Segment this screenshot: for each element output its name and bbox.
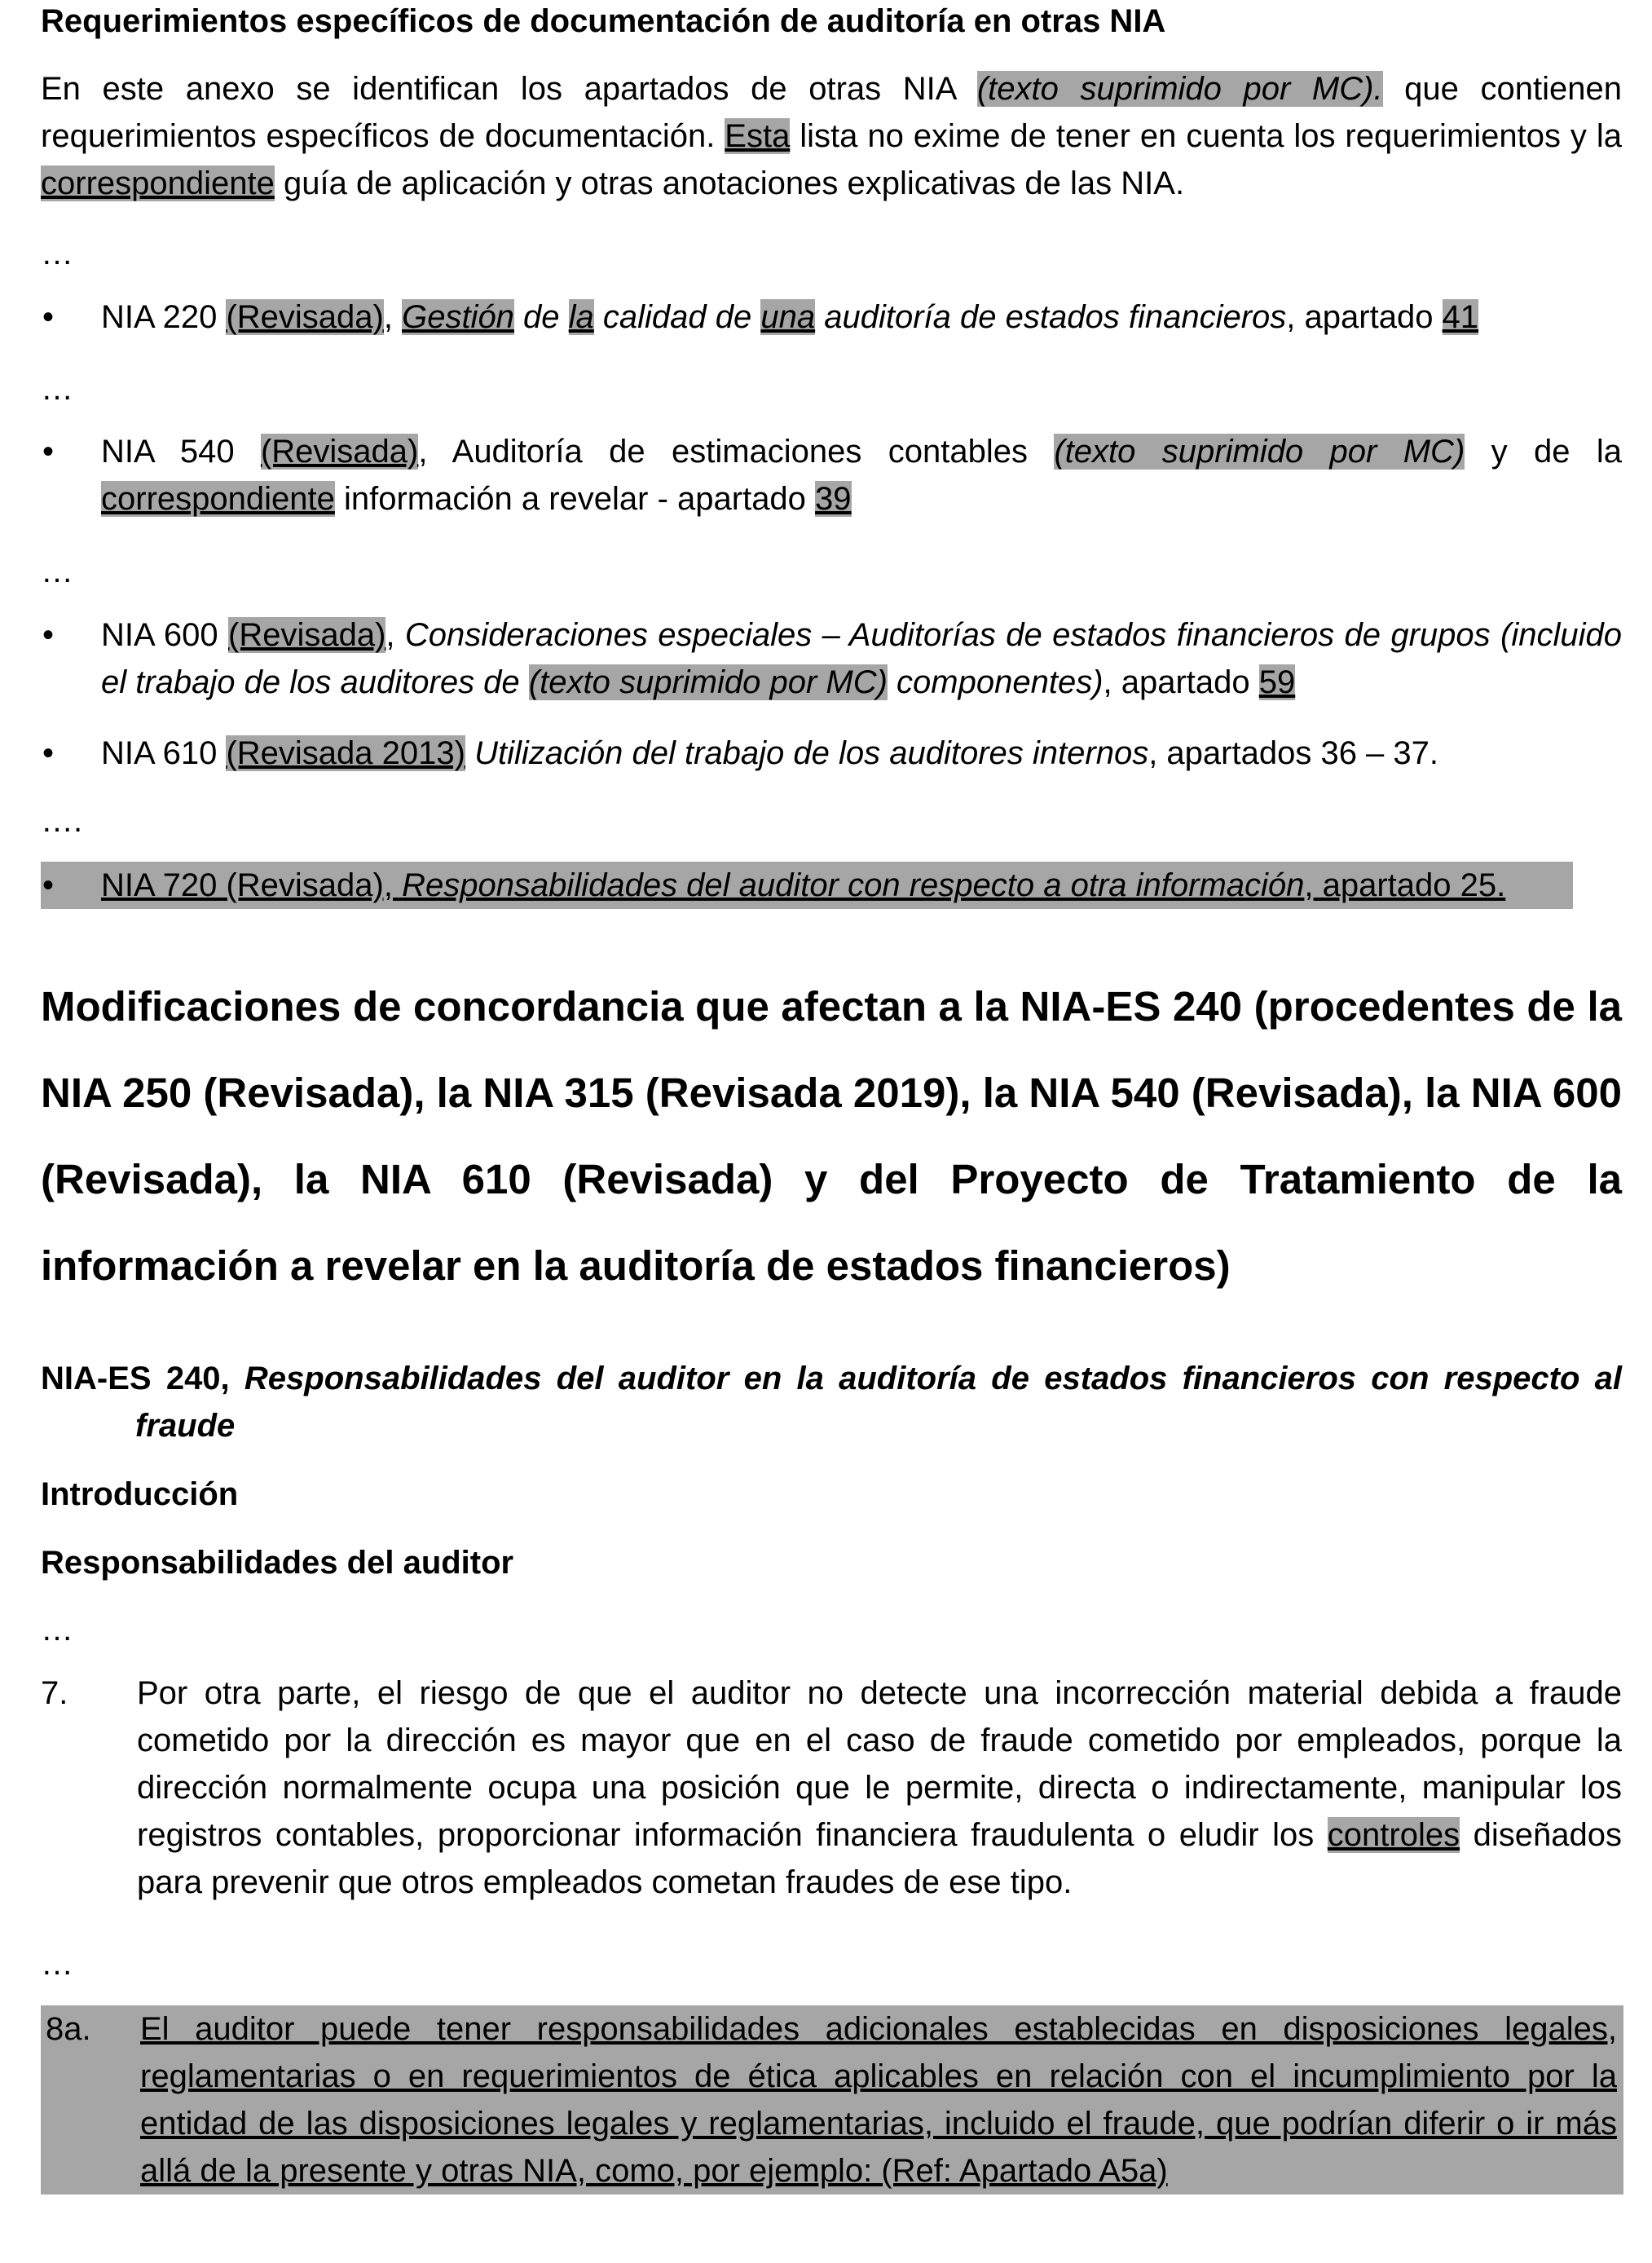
paragraph-8a: 8a. El auditor puede tener responsabilidades adicionales establecidas en disposiciones legales, reglamentarias o en requerimientos de ética aplicables en relación con el incumplimiento por la entidad de las disposiciones legales y reglamentarias, incluido el fraude, que podrían diferir o ir más allá de la presente y otras NIA, como, por ejemplo: (Ref: Apartado A5a)	[41, 2005, 1623, 2195]
bullet-icon: •	[42, 299, 55, 335]
paragraph-7: 7. Por otra parte, el riesgo de que el auditor no detecte una incorrección material debida a fraude cometido por la dirección es mayor que en el caso de fraude cometido por empleados, porque la dirección normalmente ocupa una posición que le permite, directa o indirectamente, manipular los registros contables, proporcionar información financiera fraudulenta o eludir los controles diseñados para prevenir que otros empleados cometan fraudes de ese tipo.	[41, 1670, 1622, 1906]
paragraph-number: 7.	[41, 1675, 68, 1711]
ellipsis: …	[41, 371, 73, 407]
list-item-nia-610: • NIA 610 (Revisada 2013) Utilización del trabajo de los auditores internos, apartados 36 – 37.	[41, 730, 1622, 777]
standard-title: NIA-ES 240, Responsabilidades del auditor en la auditoría de estados financieros con respecto al fraude	[41, 1361, 1622, 1444]
subheading-responsabilidades: Responsabilidades del auditor	[41, 1545, 514, 1581]
annex-title: Requerimientos específicos de documentación de auditoría en otras NIA	[41, 3, 1166, 39]
bullet-icon: •	[42, 735, 55, 771]
ellipsis: …	[41, 1946, 73, 1982]
ellipsis: …	[41, 554, 73, 589]
bullet-icon: •	[42, 867, 55, 903]
ellipsis: …	[41, 1612, 73, 1648]
list-item-nia-220: • NIA 220 (Revisada), Gestión de la calidad de una auditoría de estados financieros, apartado 41	[41, 293, 1622, 341]
list-item-nia-600: • NIA 600 (Revisada), Consideraciones especiales – Auditorías de estados financieros de grupos (incluido el trabajo de los auditores de (texto suprimido por MC) componentes), apartado 59	[41, 611, 1622, 706]
ellipsis: ….	[41, 803, 83, 839]
annex-intro: En este anexo se identifican los apartados de otras NIA (texto suprimido por MC). que contienen requerimientos específicos de documentación. Esta lista no exime de tener en cuenta los requerimientos y la correspondiente guía de aplicación y otras anotaciones explicativas de las NIA.	[41, 71, 1622, 201]
section-heading: Modificaciones de concordancia que afectan a la NIA-ES 240 (procedentes de la NIA 250 (Revisada), la NIA 315 (Revisada 2019), la NIA 540 (Revisada), la NIA 600 (Revisada), la NIA 610 (Revisada) y del Proyecto de Tratamiento de la información a revelar en la auditoría de estados financieros)	[41, 983, 1622, 1289]
list-item-nia-720: • NIA 720 (Revisada), Responsabilidades del auditor con respecto a otra información, apartado 25.	[41, 862, 1573, 909]
bullet-icon: •	[42, 434, 55, 470]
list-item-nia-540: • NIA 540 (Revisada), Auditoría de estimaciones contables (texto suprimido por MC) y de la correspondiente información a revelar - apartado 39	[41, 428, 1622, 523]
bullet-icon: •	[42, 617, 55, 653]
ellipsis: …	[41, 236, 73, 271]
subheading-introduccion: Introducción	[41, 1476, 239, 1512]
paragraph-number: 8a.	[46, 2011, 91, 2047]
